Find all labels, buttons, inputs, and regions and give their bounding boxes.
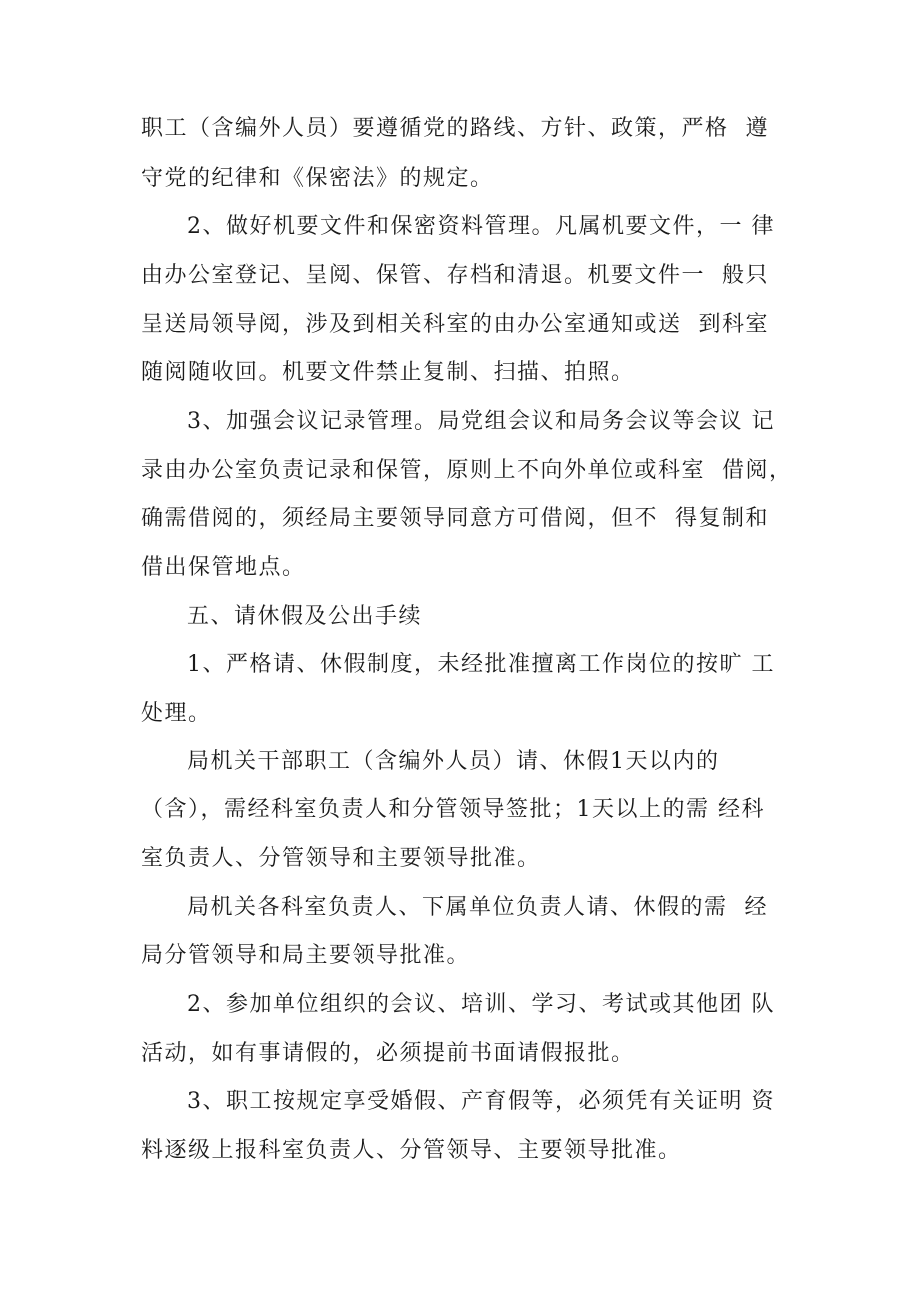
- text-line: 守党的纪律和《保密法》的规定。: [141, 166, 494, 191]
- text-line: 随阅随收回。机要文件禁止复制、扫描、拍照。: [141, 360, 635, 385]
- text-line: 室负责人、分管领导和主要领导批准。: [141, 846, 541, 871]
- text-line: 料逐级上报科室负责人、分管领导、主要领导批准。: [141, 1138, 682, 1163]
- text-line: 借出保管地点。: [141, 555, 306, 580]
- text-line: 呈送局领导阅，涉及到相关科室的由办公室通知或送 到科室: [141, 312, 769, 337]
- section-heading: 五、请休假及公出手续: [187, 604, 423, 629]
- text-line: 局分管领导和局主要领导批准。: [141, 943, 471, 968]
- text-line: 处理。: [141, 701, 212, 726]
- text-line: （含），需经科室负责人和分管领导签批；1天以上的需 经科: [141, 797, 765, 822]
- text-line: 局机关干部职工（含编外人员）请、休假1天以内的: [187, 749, 720, 774]
- text-line: 3、加强会议记录管理。局党组会议和局务会议等会议 记: [187, 409, 775, 434]
- text-line: 录由办公室负责记录和保管，原则上不向外单位或科室 借阅，: [141, 458, 793, 483]
- text-line: 由办公室登记、呈阅、保管、存档和清退。机要文件一 般只: [141, 263, 769, 288]
- text-line: 局机关各科室负责人、下属单位负责人请、休假的需 经: [187, 895, 768, 920]
- text-line: 3、职工按规定享受婚假、产育假等，必须凭有关证明 资: [187, 1089, 775, 1114]
- text-line: 职工（含编外人员）要遵循党的路线、方针、政策，严格 遵: [141, 116, 769, 141]
- text-line: 活动，如有事请假的，必须提前书面请假报批。: [141, 1041, 635, 1066]
- text-line: 2、做好机要文件和保密资料管理。凡属机要文件，一 律: [187, 214, 775, 239]
- text-line: 1、严格请、休假制度，未经批准擅离工作岗位的按旷 工: [187, 652, 775, 677]
- text-line: 确需借阅的，须经局主要领导同意方可借阅，但不 得复制和: [141, 506, 769, 531]
- text-line: 2、参加单位组织的会议、培训、学习、考试或其他团 队: [187, 992, 775, 1017]
